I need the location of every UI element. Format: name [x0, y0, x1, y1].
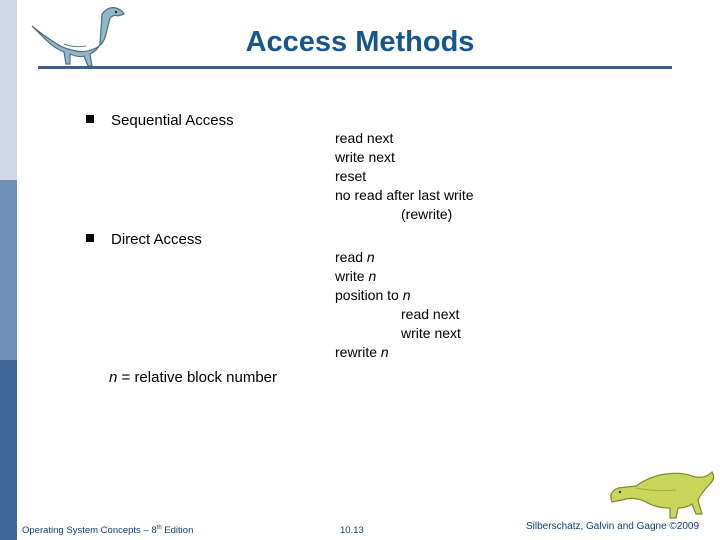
direct-op: rewrite n	[335, 344, 389, 360]
bullet-label: Direct Access	[111, 231, 202, 248]
sequential-op: no read after last write	[335, 187, 474, 203]
sequential-op: write next	[335, 149, 395, 165]
footer-book-title: Operating System Concepts – 8th Edition	[22, 525, 194, 537]
direct-op: read next	[401, 306, 460, 322]
direct-op: read n	[335, 249, 375, 265]
page-title: Access Methods	[245, 26, 475, 58]
title-divider	[38, 66, 672, 69]
left-decorative-bar	[0, 0, 17, 540]
bullet-square-icon	[86, 115, 94, 123]
sequential-op: read next	[335, 130, 394, 146]
block-number-note: n = relative block number	[109, 369, 278, 386]
footer-page-number: 10.13	[340, 525, 364, 536]
left-bar-segment	[0, 360, 17, 540]
sequential-op: (rewrite)	[401, 206, 453, 222]
footer-authors: Silberschatz, Galvin and Gagne ©2009	[526, 521, 700, 532]
direct-op: write next	[401, 325, 461, 341]
left-bar-segment	[0, 180, 17, 360]
dinosaur-icon	[606, 462, 718, 520]
bullet-label: Sequential Access	[111, 112, 234, 129]
direct-op: write n	[335, 268, 377, 284]
direct-op: position to n	[335, 287, 411, 303]
sequential-op: reset	[335, 168, 367, 184]
bullet-square-icon	[86, 234, 94, 242]
